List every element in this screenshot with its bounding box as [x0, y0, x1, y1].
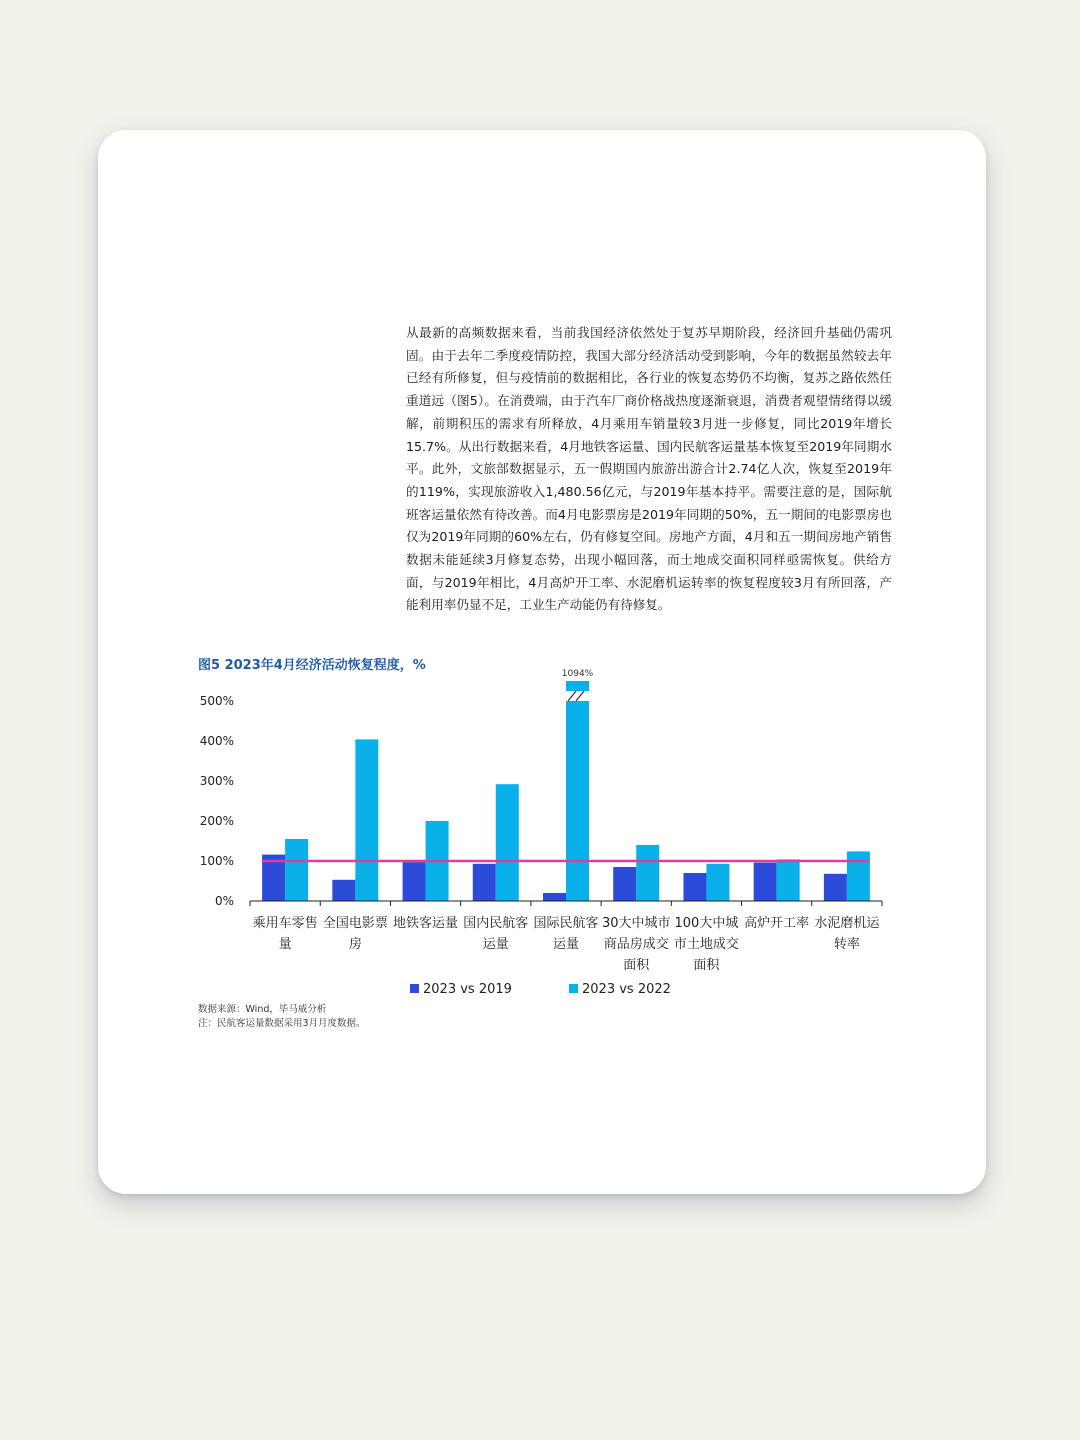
category-label-line: 运量 [552, 937, 580, 952]
category-label-line: 商品房成交 [603, 937, 669, 952]
category-label-line: 高炉开工率 [744, 916, 810, 931]
category-label-line: 量 [278, 937, 292, 952]
category-label [323, 915, 388, 952]
source-text: 数据来源：Wind，毕马威分析 [198, 1004, 327, 1015]
category-label-line: 面积 [693, 958, 720, 973]
legend-swatch [569, 984, 578, 993]
category-label [814, 915, 880, 952]
source-note [198, 1003, 366, 1031]
category-label-line: 水泥磨机运 [814, 916, 880, 931]
y-tick-label: 500% [199, 694, 234, 708]
category-label-line: 市土地成交 [673, 937, 739, 952]
legend-label: 2023 vs 2022 [582, 982, 671, 997]
bar-2-9 [847, 851, 870, 901]
bar-2-7 [706, 864, 729, 901]
bar-2-1 [285, 839, 308, 901]
bar-1-4 [473, 864, 496, 901]
figure-title: 图5 2023年4月经济活动恢复程度，% [198, 658, 426, 673]
category-label [533, 916, 598, 952]
bar-2-4 [496, 784, 519, 901]
category-label [253, 915, 318, 952]
legend-swatch [410, 984, 419, 993]
category-label-line: 乘用车零售 [252, 916, 318, 931]
category-label-line: 100大中城 [674, 916, 739, 931]
category-label-line: 面积 [623, 958, 650, 973]
category-label [602, 915, 671, 973]
category-label-line: 30大中城市 [601, 916, 671, 931]
bar-1-2 [332, 880, 355, 901]
category-label-line: 房 [348, 937, 362, 952]
axis-break-mark [576, 691, 584, 701]
bar-1-8 [754, 863, 777, 901]
category-label-line: 地铁客运量 [393, 916, 459, 931]
y-tick-label: 100% [199, 854, 234, 868]
category-label [744, 915, 809, 931]
bar-2-6 [636, 845, 659, 901]
category-label-line: 全国电影票 [322, 916, 388, 931]
note-text: 注：民航客运量数据采用3月月度数据。 [198, 1018, 366, 1029]
y-tick-label: 300% [199, 774, 234, 788]
category-label [674, 915, 739, 973]
category-labels [253, 915, 881, 973]
y-tick-label: 0% [214, 894, 234, 908]
bar-1-9 [824, 874, 847, 901]
category-label-line: 转率 [833, 937, 860, 952]
body-paragraph: 从最新的高频数据来看，当前我国经济依然处于复苏早期阶段，经济回升基础仍需巩固。由于去年二季度疫情防控，我国大部分经济活动受到影响，今年的数据虽然较去年已经有所修复，但与疫情前的数据相比，各行业的恢复态势仍不均衡，复苏之路依然任重道远（图5）。在消费端，由于汽车厂商价格战热度逐渐衰退，消费者观望情绪得以缓解，前期积压的需求有所释放，4月乘用车销量较3月进一步修复，同比2019年增长15.7%。从出行数据来看，4月地铁客运量、国内民航客运量基本恢复至2019年同期水平。此外，文旅部数据显示，五一假期国内旅游出游合计2.74亿人次，恢复至2019年的119%，实现旅游收入1,480.56亿元，与2019年基本持平。需要注意的是，国际航班客运量依然有待改善。而4月电影票房是2019年同期的50%，五一期间的电影票房也仅为2019年同期的60%左右，仍有修复空间。房地产方面，4月和五一期间房地产销售数据未能延续3月修复态势，出现小幅回落，而土地成交面积同样亟需恢复。供给方面，与2019年相比，4月高炉开工率、水泥磨机运转率的恢复程度较3月有所回落，产能利用率仍显不足，工业生产动能仍有待修复。 [406, 325, 892, 613]
category-label [393, 915, 458, 931]
category-label-line: 国际民航客 [533, 916, 599, 931]
bar-1-6 [613, 867, 636, 901]
x-axis [250, 901, 882, 906]
bars [262, 669, 870, 901]
category-label-line: 国内民航客 [463, 916, 529, 931]
category-label [463, 915, 528, 952]
bar-2-8 [777, 859, 800, 901]
bar-break-cap [566, 681, 589, 691]
bar-2-2 [355, 739, 378, 901]
break-value-label: 1094% [561, 669, 594, 679]
y-axis [200, 694, 234, 908]
y-tick-label: 200% [199, 814, 234, 828]
bar-1-7 [683, 873, 706, 901]
y-tick-label: 400% [199, 734, 234, 748]
category-label-line: 运量 [482, 937, 509, 952]
bar-1-3 [403, 862, 426, 901]
legend [410, 982, 671, 997]
legend-label: 2023 vs 2019 [423, 982, 512, 997]
bar-2-5 [566, 701, 589, 901]
bar-1-5 [543, 893, 566, 901]
axis-break-mark [568, 691, 576, 701]
